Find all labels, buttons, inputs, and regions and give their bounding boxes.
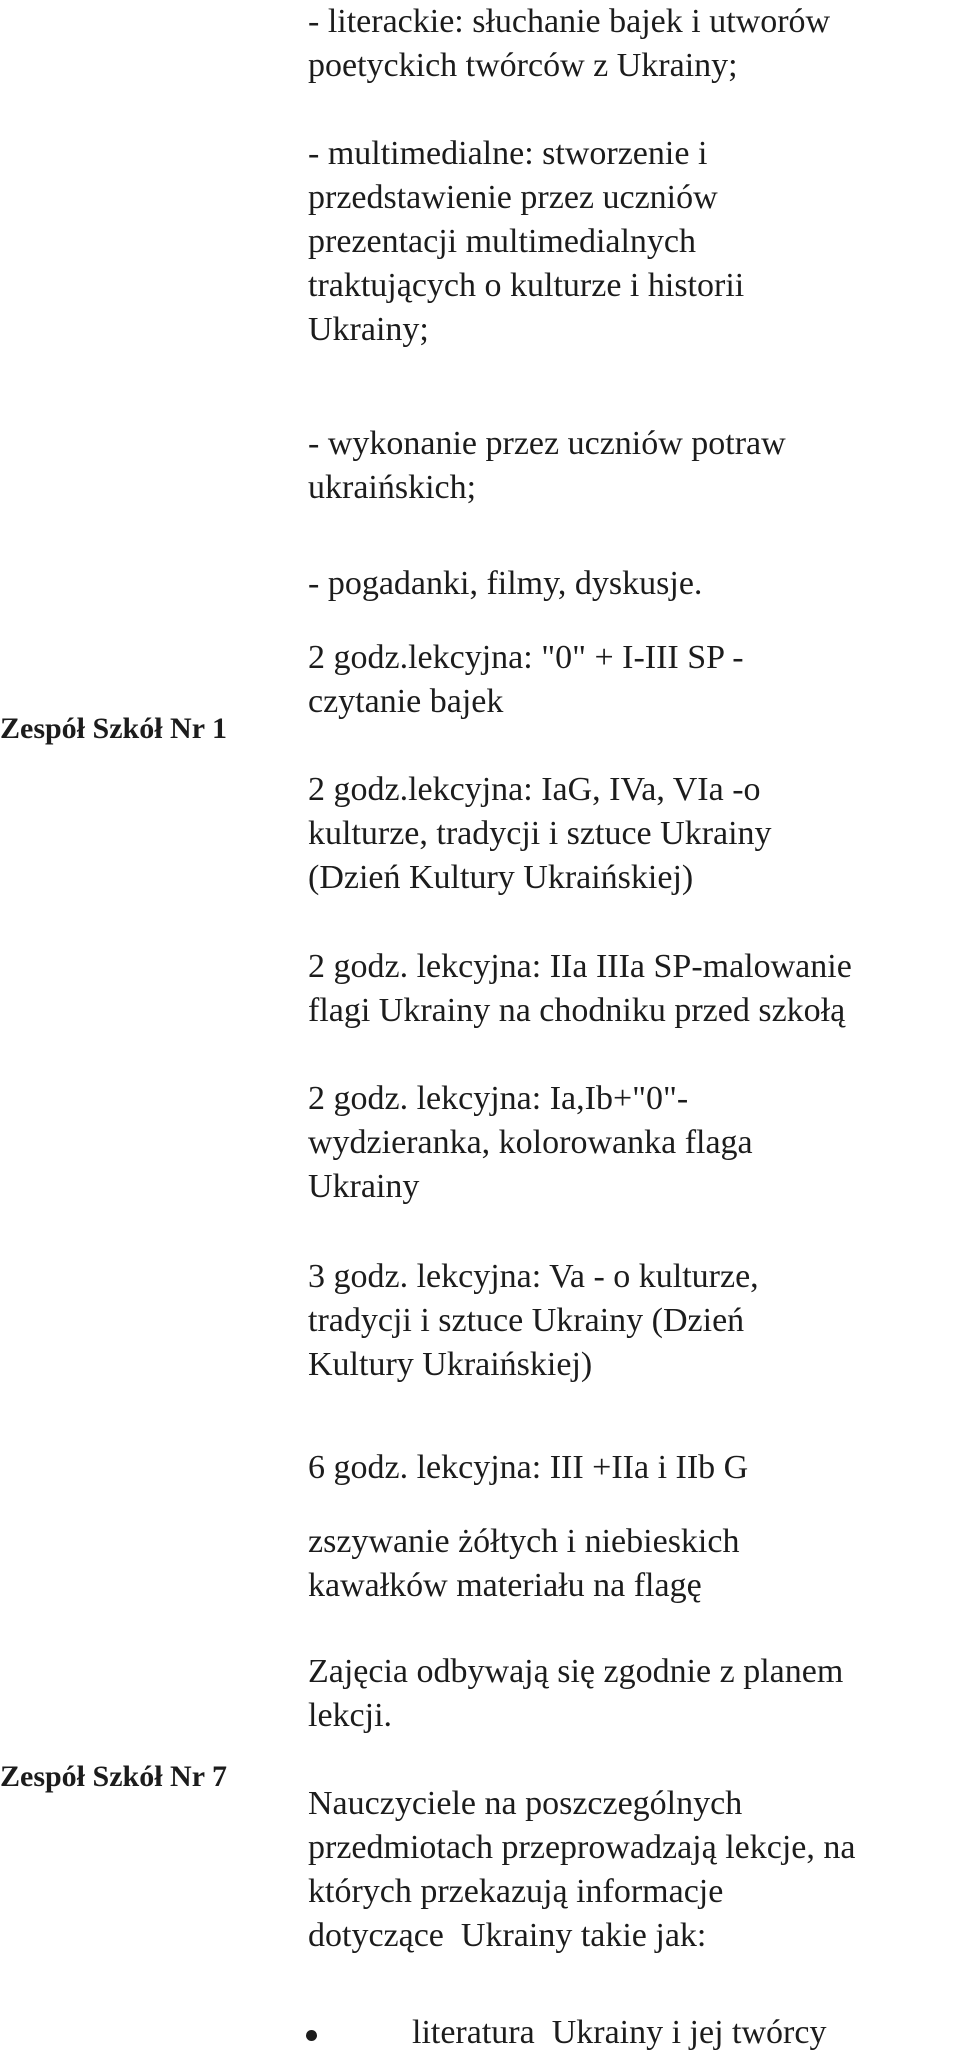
row-label-zss1: Zespół Szkół Nr 1 [0, 712, 227, 745]
activity-dishes: - wykonanie przez uczniów potraw ukraińskich; [308, 425, 786, 506]
activity-literary: - literackie: słuchanie bajek i utworów poetyckich twórców z Ukrainy; [308, 3, 831, 84]
activity-multimedia: - multimedialne: stworzenie i przedstawienie przez uczniów prezentacji multimedialnych traktujących o kulturze i historii Ukrainy; [308, 135, 745, 348]
bullet-icon [306, 2030, 317, 2041]
activity-talks: - pogadanki, filmy, dyskusje. [308, 565, 703, 602]
lesson-culture-va: 3 godz. lekcyjna: Va - o kulturze, tradycji i sztuce Ukrainy (Dzień Kultury Ukraińskiej) [308, 1258, 759, 1383]
teachers-note: Nauczyciele na poszczególnych przedmiotach przeprowadzają lekcje, na których przekazują informacje dotyczące Ukrainy takie jak: [308, 1785, 856, 1954]
lesson-six-hours: 6 godz. lekcyjna: III +IIa i IIb G [308, 1449, 749, 1486]
lesson-cutout-flag: 2 godz. lekcyjna: Ia,Ib+"0"- wydzieranka, kolorowanka flaga Ukrainy [308, 1080, 753, 1205]
row-label-zss7: Zespół Szkół Nr 7 [0, 1760, 227, 1793]
list-item: literatura Ukrainy i jej twórcy [412, 2014, 827, 2051]
lesson-flag-painting: 2 godz. lekcyjna: IIa IIIa SP-malowanie flagi Ukrainy na chodniku przed szkołą [308, 948, 852, 1029]
lessons-plan-note: Zajęcia odbywają się zgodnie z planem lekcji. [308, 1653, 844, 1734]
lesson-culture-iag: 2 godz.lekcyjna: IaG, IVa, VIa -o kulturze, tradycji i sztuce Ukrainy (Dzień Kultury Ukraińskiej) [308, 771, 772, 896]
flag-sewing: zszywanie żółtych i niebieskich kawałków materiału na flagę [308, 1523, 740, 1604]
table-row-zss7 [0, 1650, 960, 2069]
lesson-fairy-tales: 2 godz.lekcyjna: "0" + I-III SP - czytanie bajek [308, 639, 744, 720]
